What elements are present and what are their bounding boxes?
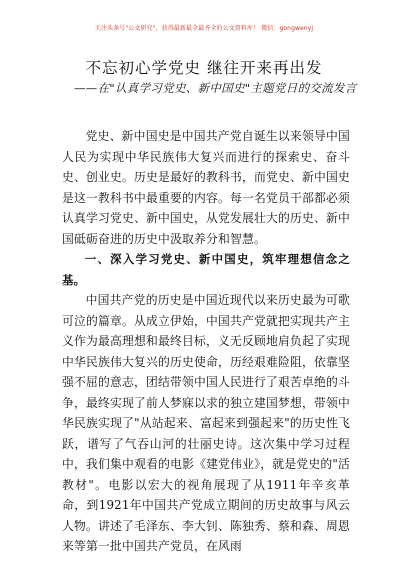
document-subtitle: ——在"认真学习党史、新中国史"主题党日的交流发言 xyxy=(74,81,357,95)
section-heading: 一、深入学习党史、新中国史，筑牢理想信念之基。 xyxy=(62,252,350,287)
document-body xyxy=(62,126,350,557)
body-paragraph: 中国共产党的历史是中国近现代以来历史最为可歌可泣的篇章。从成立伊始，中国共产党就把实现共产主义作为最高理想和最终目标，义无反顾地肩负起了实现中华民族伟大复兴的历史使命，历经艰难险阻，依靠坚强不屈的意志，团结带领中国人民进行了艰苦卓绝的斗争，最终实现了前人梦寐以求的独立建国梦想，带领中华民族实现了"从站起来、富起来到强起来"的历史性飞跃，谱写了气吞山河的壮丽史诗。这次集中学习过程中，我们集中观看的电影《建党伟业》，就是党史的"活教材"。电影以宏大的视角展现了从1911年辛亥革命，到1921年中国共产党成立期间的历史故事与风云人物。讲述了毛泽东、李大钊、陈独秀、蔡和森、周恩来等第一批中国共产党员，在风雨 xyxy=(62,293,350,553)
document-title: 不忘初心学党史 继往开来再出发 xyxy=(85,59,323,77)
intro-paragraph: 党史、新中国史是中国共产党自诞生以来领导中国人民为实现中华民族伟大复兴而进行的探索史、奋斗史、创业史。历史是最好的教科书，而党史、新中国史是这一教科书中最重要的内容。每一名党员干部都必须认真学习党史、新中国史，从党发展壮大的历史、新中国砥砺奋进的历史中汲取养分和智慧。 xyxy=(62,129,350,246)
header-note: 关注头条号"公文研究"，获得最新最全最齐全的公文资料库！ 微信：gongwenyj xyxy=(94,25,314,32)
